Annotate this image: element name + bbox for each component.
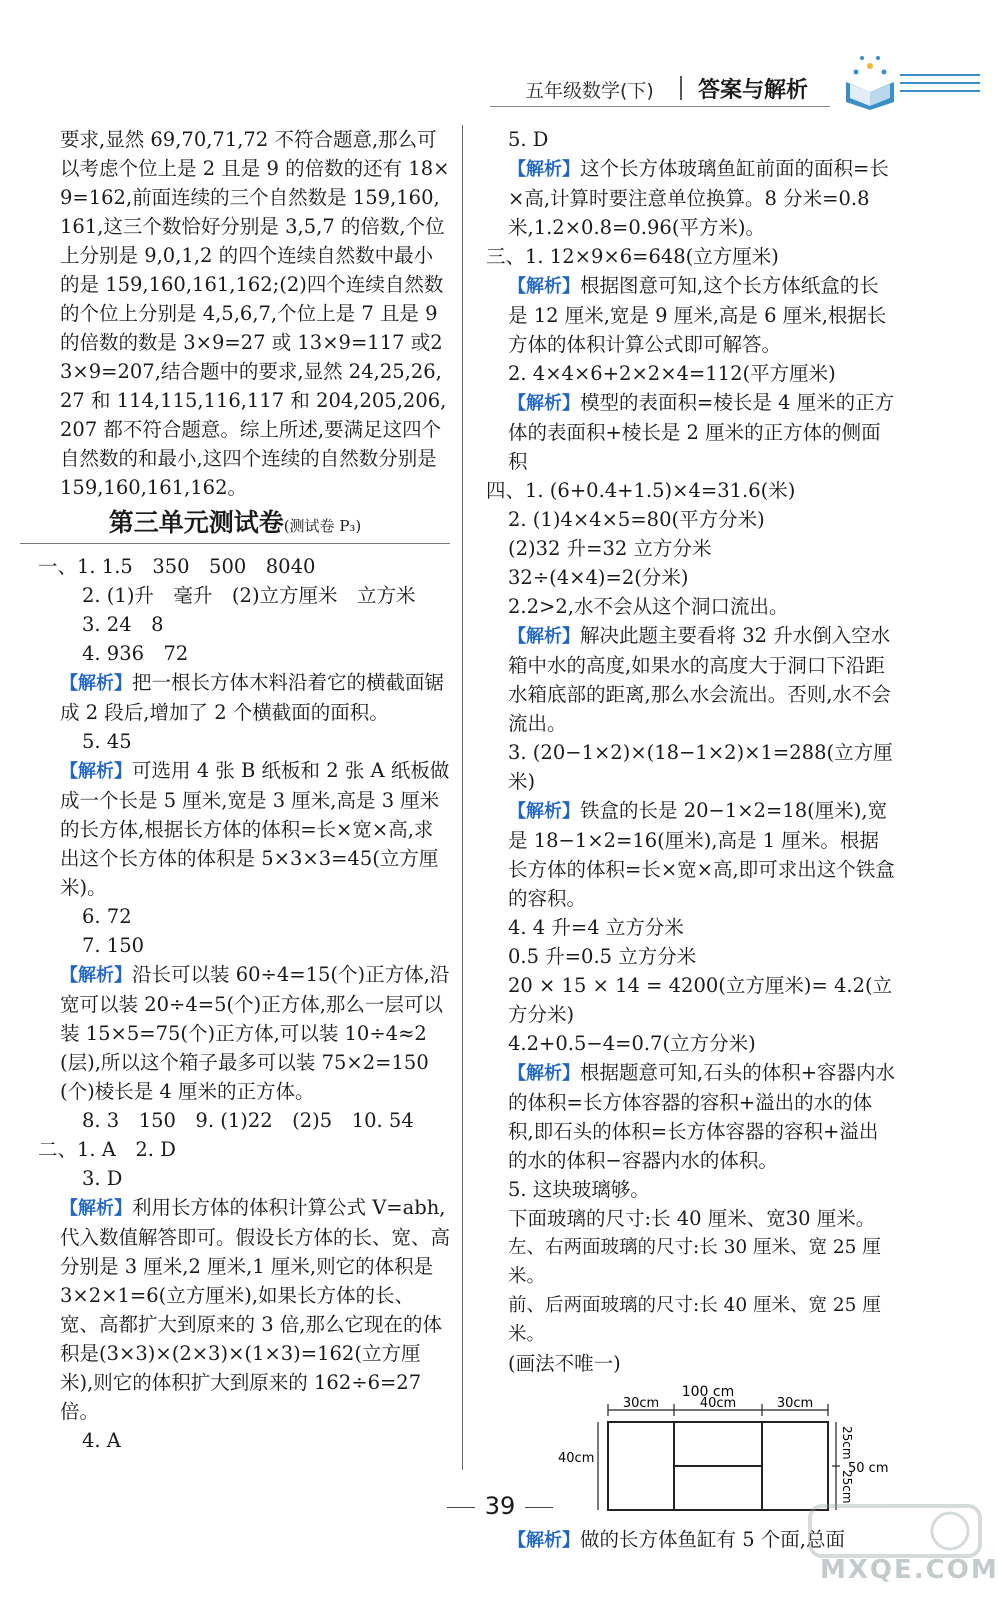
analysis-text: 根据题意可知,石头的体积+容器内水的体积=长方体容器的容积+溢出的水的体积,即石头的体积=长方体容器的容积+溢出的水的体积−容器内水的体积。: [508, 1061, 896, 1172]
analysis-tag: 【解析】: [508, 1063, 580, 1084]
answer-4-2d: 2.2>2,水不会从这个洞口流出。: [508, 595, 789, 618]
answer-1-2: 2. (1)升 毫升 (2)立方厘米 立方米: [82, 584, 416, 607]
answer-2-3: 3. D: [82, 1167, 123, 1190]
analysis-2-5: [486, 154, 896, 242]
analysis-text: 做的长方体鱼缸有 5 个面,总面: [580, 1528, 846, 1551]
diagram-height-total: 50 cm: [848, 1461, 889, 1476]
watermark-text: MXQE.COM: [820, 1555, 999, 1585]
analysis-tag: 【解析】: [508, 626, 580, 647]
page-number-text: 39: [484, 1492, 516, 1520]
unit-title: [20, 508, 450, 544]
answer-1-6: 6. 72: [82, 905, 132, 928]
answer-4-4: 4. 4 升=4 立方分米: [508, 916, 684, 939]
answer-4-4d: 4.2+0.5−4=0.7(立方分米): [508, 1032, 756, 1055]
diagram-width-2: 40cm: [699, 1396, 737, 1411]
section-title: 答案与解析: [698, 78, 809, 103]
answer-2-4: 4. A: [82, 1429, 121, 1452]
book-logo-icon: [840, 40, 900, 110]
answer-1-1: 一、1. 1.5 350 500 8040: [38, 555, 316, 578]
analysis-4-3: [486, 796, 896, 913]
answer-2-1: 二、1. A 2. D: [38, 1138, 176, 1161]
left-column: [38, 125, 451, 1455]
analysis-text: 可选用 4 张 B 纸板和 2 张 A 纸板做成一个长是 5 厘米,宽是 3 厘米,高是 3 厘米的长方体,根据长方体的体积=长×宽×高,求出这个长方体的体积是 5×3×3=45(立方厘米)。: [60, 759, 450, 899]
analysis-tag: 【解析】: [60, 965, 132, 986]
analysis-tag: 【解析】: [508, 159, 580, 180]
answer-4-5: 5. 这块玻璃够。: [508, 1178, 650, 1201]
page-header: [480, 40, 980, 110]
right-column: [486, 125, 896, 1555]
analysis-4-4: [486, 1058, 896, 1175]
answer-4-3: 3. (20−1×2)×(18−1×2)×1=288(立方厘米): [508, 741, 893, 793]
header-underline: [490, 106, 830, 107]
answer-4-5b: 下面玻璃的尺寸:长 40 厘米、宽30 厘米。: [508, 1207, 876, 1230]
answer-1-3: 3. 24 8: [82, 613, 164, 636]
unit-title-ref: (测试卷 P₃): [283, 517, 362, 535]
answer-4-2b: (2)32 升=32 立方分米: [508, 537, 712, 560]
answer-3-1: 三、1. 12×9×6=648(立方厘米): [486, 245, 779, 268]
answer-4-5e: (画法不唯一): [508, 1352, 621, 1375]
intro-paragraph: 要求,显然 69,70,71,72 不符合题意,那么可以考虑个位上是 2 且是 9 的倍数的还有 18×9=162,前面连续的三个自然数是 159,160,161,这三个数恰好分别是 3,5,7 的倍数,个位上分别是 9,0,1,2 的四个连续自然数中最小的是 159,160,161,162;(2)四个连续自然数的个位上分别是 4,5,6,7,个位上是 7 且是 9 的倍数的数是 3×9=27 或 13×9=117 或23×9=207,结合题中的要求,显然 24,25,26,27 和 114,115,116,117 和 204,205,206,207 都不符合题意。综上所述,要满足这四个自然数的和最小,这四个连续的自然数分别是 159,160,161,162。: [60, 128, 450, 499]
analysis-tag: 【解析】: [508, 393, 580, 414]
analysis-text: 利用长方体的体积计算公式 V=abh,代入数值解答即可。假设长方体的长、宽、高分别是 3 厘米,2 厘米,1 厘米,则它的体积是 3×2×1=6(立方厘米),如果长方体的长、宽、高都扩大到原来的 3 倍,那么它现在的体积是(3×3)×(2×3)×(1×3)=162(立方厘米),则它的体积扩大到原来的 162÷6=27 倍。: [60, 1196, 451, 1423]
diagram-height-left: 40cm: [558, 1451, 595, 1466]
page-dash-right: [525, 1507, 553, 1508]
subject-label: 五年级数学(下): [525, 80, 654, 102]
answer-4-5c: 左、右两面玻璃的尺寸:长 30 厘米、宽 25 厘米。: [508, 1237, 881, 1287]
logo-decoration: [900, 74, 980, 98]
unit-title-text: 第三单元测试卷: [108, 508, 284, 537]
diagram-height-1: 25cm: [840, 1426, 854, 1460]
analysis-tag: 【解析】: [60, 761, 132, 782]
diagram-width-3: 30cm: [776, 1396, 814, 1411]
analysis-tag: 【解析】: [508, 801, 580, 822]
analysis-text: 解决此题主要看将 32 升水倒入空水箱中水的高度,如果水的高度大于洞口下沿距水箱底部的距离,那么水会流出。否则,水不会流出。: [508, 624, 891, 735]
analysis-1-7: [60, 960, 450, 1106]
answer-4-5d: 前、后两面玻璃的尺寸:长 40 厘米、宽 25 厘米。: [508, 1295, 881, 1345]
answer-3-2: 2. 4×4×6+2×2×4=112(平方厘米): [508, 362, 836, 385]
answer-4-4b: 0.5 升=0.5 立方分米: [508, 945, 697, 968]
answer-1-4: 4. 936 72: [82, 642, 189, 665]
answer-4-4c: 20 × 15 × 14 = 4200(立方厘米)= 4.2(立方分米): [508, 974, 893, 1026]
page-dash-left: [447, 1507, 475, 1508]
answer-4-2: 2. (1)4×4×5=80(平方分米): [508, 508, 765, 531]
header-separator: [680, 76, 682, 100]
answer-4-1: 四、1. (6+0.4+1.5)×4=31.6(米): [486, 479, 796, 502]
diagram-total-width: 100 cm: [681, 1384, 735, 1400]
answer-2-5: 5. D: [508, 128, 549, 151]
analysis-text: 沿长可以装 60÷4=15(个)正方体,沿宽可以装 20÷4=5(个)正方体,那么一层可以装 15×5=75(个)正方体,可以装 10÷4≈2(层),所以这个箱子最多可以装 75×2=150(个)棱长是 4 厘米的正方体。: [60, 963, 450, 1103]
analysis-1-5: [60, 756, 450, 902]
analysis-tag: 【解析】: [508, 1530, 580, 1551]
analysis-1-4: [60, 668, 450, 727]
diagram-height-2: 25cm: [840, 1470, 854, 1504]
answer-1-8: 8. 3 150 9. (1)22 (2)5 10. 54: [82, 1109, 414, 1132]
page-number: [420, 1492, 580, 1520]
diagram-width-1: 30cm: [622, 1396, 660, 1411]
column-divider: [462, 125, 463, 1470]
analysis-4-2: [486, 621, 896, 738]
analysis-tag: 【解析】: [60, 673, 132, 694]
analysis-2-3: [60, 1193, 450, 1426]
analysis-3-1: [486, 271, 896, 359]
analysis-tag: 【解析】: [60, 1198, 132, 1219]
glass-layout-diagram: [556, 1382, 889, 1517]
answer-1-5: 5. 45: [82, 730, 132, 753]
analysis-3-2: [486, 388, 896, 476]
analysis-text: 模型的表面积=棱长是 4 厘米的正方体的表面积+棱长是 2 厘米的正方体的侧面积: [508, 391, 895, 473]
analysis-text: 根据图意可知,这个长方体纸盒的长是 12 厘米,宽是 9 厘米,高是 6 厘米,根据长方体的体积计算公式即可解答。: [508, 274, 887, 356]
analysis-text: 铁盒的长是 20−1×2=18(厘米),宽是 18−1×2=16(厘米),高是 1 厘米。根据长方体的体积=长×宽×高,即可求出这个铁盒的容积。: [508, 799, 895, 910]
answer-1-7: 7. 150: [82, 934, 145, 957]
analysis-text: 把一根长方体木料沿着它的横截面锯成 2 段后,增加了 2 个横截面的面积。: [60, 671, 445, 724]
analysis-tag: 【解析】: [508, 276, 580, 297]
analysis-text: 这个长方体玻璃鱼缸前面的面积=长×高,计算时要注意单位换算。8 分米=0.8 米,1.2×0.8=0.96(平方米)。: [508, 157, 889, 239]
answer-4-2c: 32÷(4×4)=2(分米): [508, 566, 689, 589]
